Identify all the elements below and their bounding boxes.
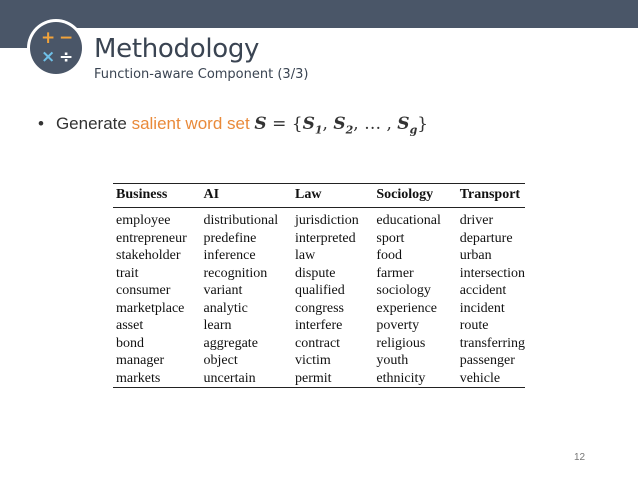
table-cell: employee bbox=[116, 213, 171, 228]
table-row bbox=[113, 282, 525, 300]
table-cell: inference bbox=[203, 248, 256, 263]
table-cell: driver bbox=[459, 213, 494, 228]
formula-s: S bbox=[254, 114, 267, 134]
table-cell: qualified bbox=[294, 283, 345, 298]
table-cell: educational bbox=[376, 213, 441, 228]
column-header: Business bbox=[113, 184, 201, 208]
formula-dots: , … , bbox=[353, 114, 398, 134]
table-cell: victim bbox=[294, 353, 331, 368]
table-cell: experience bbox=[376, 300, 438, 316]
table-cell: uncertain bbox=[203, 370, 256, 386]
page-subtitle: Function-aware Component (3/3) bbox=[94, 67, 309, 82]
table-cell: religious bbox=[376, 335, 426, 351]
table-row bbox=[113, 208, 525, 230]
formula-sg: S bbox=[397, 114, 410, 134]
table-cell: passenger bbox=[459, 353, 515, 368]
table-cell: interpreted bbox=[294, 230, 356, 246]
table-cell: intersection bbox=[459, 265, 525, 281]
table-cell: accident bbox=[459, 283, 507, 298]
table-row bbox=[113, 265, 525, 283]
formula-sub2: 2 bbox=[345, 123, 354, 137]
table-cell: marketplace bbox=[116, 300, 185, 316]
page-title: Methodology bbox=[94, 34, 260, 64]
table-cell: learn bbox=[203, 318, 232, 333]
table-cell: object bbox=[203, 353, 238, 368]
table-cell: interfere bbox=[294, 318, 343, 333]
table-cell: poverty bbox=[376, 318, 420, 333]
formula-eq: = { bbox=[266, 114, 303, 134]
page-number: 12 bbox=[574, 452, 586, 463]
formula-subg: g bbox=[409, 123, 418, 137]
table-cell: dispute bbox=[294, 265, 336, 281]
bullet-marker: • bbox=[38, 114, 44, 133]
column-header: Transport bbox=[457, 184, 525, 208]
column-header: Law bbox=[292, 184, 373, 208]
formula-sub1: 1 bbox=[314, 123, 323, 137]
table-cell: urban bbox=[459, 248, 492, 263]
table-cell: predefine bbox=[203, 230, 257, 246]
table-cell: law bbox=[294, 248, 316, 263]
salient-words-table bbox=[113, 183, 525, 388]
table-cell: bond bbox=[116, 335, 144, 351]
table-row bbox=[113, 247, 525, 265]
column-header: Sociology bbox=[373, 184, 456, 208]
table-row bbox=[113, 352, 525, 370]
formula-s2: S bbox=[333, 114, 346, 134]
times-icon: × bbox=[41, 47, 56, 67]
table-cell: ethnicity bbox=[376, 370, 426, 386]
table-cell: contract bbox=[294, 335, 341, 351]
table-header-row bbox=[113, 184, 525, 208]
table-cell: route bbox=[459, 318, 489, 333]
table-cell: asset bbox=[116, 318, 144, 333]
table-cell: variant bbox=[203, 283, 243, 298]
table-row bbox=[113, 370, 525, 388]
table-cell: stakeholder bbox=[116, 248, 181, 263]
table-cell: sport bbox=[376, 230, 405, 246]
table-cell: recognition bbox=[203, 265, 268, 281]
table-cell: incident bbox=[459, 300, 505, 316]
table-row bbox=[113, 300, 525, 318]
formula-close: } bbox=[417, 114, 429, 134]
table-row bbox=[113, 317, 525, 335]
table-cell: jurisdiction bbox=[294, 213, 359, 228]
table-cell: departure bbox=[459, 230, 513, 246]
minus-icon: − bbox=[59, 28, 74, 48]
table-cell: trait bbox=[116, 265, 139, 281]
formula-comma: , bbox=[322, 114, 334, 134]
table-cell: aggregate bbox=[203, 335, 258, 351]
table-cell: farmer bbox=[376, 265, 414, 281]
table-cell: permit bbox=[294, 370, 332, 386]
table-cell: sociology bbox=[376, 283, 431, 298]
calculator-logo-icon bbox=[30, 22, 82, 74]
table-cell: congress bbox=[294, 300, 344, 316]
table-cell: distributional bbox=[203, 213, 279, 228]
plus-icon: + bbox=[41, 28, 56, 48]
table-cell: analytic bbox=[203, 300, 248, 316]
table-cell: manager bbox=[116, 353, 165, 368]
table-cell: consumer bbox=[116, 283, 171, 298]
column-header: AI bbox=[201, 184, 292, 208]
table-cell: food bbox=[376, 248, 403, 263]
formula-s1: S bbox=[302, 114, 315, 134]
bullet-item bbox=[38, 114, 428, 136]
table-row bbox=[113, 335, 525, 353]
table-cell: youth bbox=[376, 353, 409, 368]
table-cell: entrepreneur bbox=[116, 230, 187, 246]
table-row bbox=[113, 230, 525, 248]
table-cell: markets bbox=[116, 370, 161, 386]
highlight-text: salient word set bbox=[131, 114, 250, 133]
table-cell: transferring bbox=[459, 335, 525, 351]
bullet-prefix: Generate bbox=[55, 114, 132, 133]
formula bbox=[254, 114, 429, 137]
divide-icon: ÷ bbox=[59, 47, 74, 67]
table-cell: vehicle bbox=[459, 370, 501, 386]
